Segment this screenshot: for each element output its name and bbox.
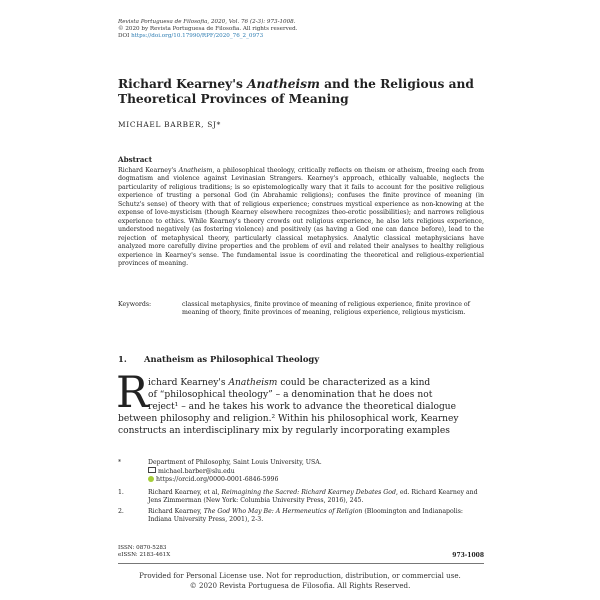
body-line-5: constructs an interdisciplinary mix by regularly incorporating examples <box>118 426 450 436</box>
author-name: MICHAEL BARBER, SJ* <box>118 120 222 129</box>
doi-link[interactable]: https://doi.org/10.17990/RPF/2020_76_2_0973 <box>131 33 264 40</box>
copyright-line: © 2020 by Revista Portuguesa de Filosofia. All rights reserved. <box>118 26 298 33</box>
footnote-1-text: Richard Kearney, et al, Reimagining the Sacred: Richard Kearney Debates God, ed. Richard Kearney and Jens Zimmerman (New York: Columbia University Press, 2016), 245. <box>148 489 478 505</box>
footnote-2-text: Richard Kearney, The God Who May Be: A Hermeneutics of Religion (Bloomington and Indianapolis: Indiana University Press, 2001), 2-3. <box>148 508 463 524</box>
title-line-1: Richard Kearney's Anatheism and the Religious and <box>118 77 474 91</box>
section-heading <box>118 354 319 364</box>
author-orcid-row <box>148 476 484 484</box>
mail-icon <box>148 467 156 473</box>
section-title: Anatheism as Philosophical Theology <box>144 354 320 364</box>
footnote-2 <box>118 508 484 525</box>
orcid-icon <box>148 476 154 482</box>
author-orcid[interactable]: https://orcid.org/0000-0001-6846-5996 <box>156 476 279 484</box>
body-line-1: ichard Kearney's Anatheism could be characterized as a kind <box>148 378 431 388</box>
keywords-text: classical metaphysics, finite province of meaning of religious experience, finite province of meaning of theory, finite provinces of meaning, religious experience, religious mysticism. <box>182 301 470 317</box>
author-email[interactable]: michael.barber@slu.edu <box>158 468 235 476</box>
footnote-author <box>118 459 484 485</box>
footnote-star-mark: * <box>118 459 122 466</box>
issn-block <box>118 545 170 559</box>
keywords-label: Keywords: <box>118 301 152 308</box>
footnote-star-body <box>148 459 484 484</box>
article-title <box>118 77 478 106</box>
journal-citation: Revista Portuguesa de Filosofia, 2020, Vol. 76 (2-3): 973-1008. <box>118 19 296 25</box>
footnote-1 <box>118 489 484 506</box>
abstract-text: Richard Kearney's Anatheism, a philosophical theology, critically reflects on theism or atheism, freeing each from dogmatism and violence against Levinasian Strangers. Kearney's approach, ethically valuable, neglects the particularity of religious traditions; is so epistemologically wary that it fails to account for the positive religious experience of trusting a personal God (in Abrahamic religions); confuses the finite province of meaning (in Schutz's sense) of theory with that of religious experience; construes mystical experience as non-knowing at the expense of love-mysticism (though Kearney elsewhere recognizes theo-erotic possibilities); and narrows religious experience to ethics. While Kearney's theory crowds out religious experience, he also lets religious experience, understood negatively (as fostering violence) and positively (as having a God one can dance before), lead to the rejection of metaphysical theory, particularly classical metaphysics. Analytic classical metaphysicians have analyzed more carefully divine properties and the problem of evil and related their analyses to healthy religious experience in Kearney's sense. The fundamental issue is coordinating the theoretical and religious-experiential provinces of meaning. <box>118 167 484 267</box>
footer-divider <box>118 563 484 564</box>
author-affiliation: Department of Philosophy, Saint Louis University, USA. <box>148 459 322 466</box>
body-line-3: reject¹ – and he takes his work to advance the theoretical dialogue <box>148 402 457 412</box>
body-line-2: of “philosophical theology” – a denomination that he does not <box>148 390 433 400</box>
journal-header <box>118 19 297 41</box>
doi-label: DOI <box>118 33 130 40</box>
author-email-row <box>148 467 484 476</box>
footnote-1-mark: 1. <box>118 489 124 496</box>
body-line-4: between philosophy and religion.² Within his philosophical work, Kearney <box>118 414 459 424</box>
title-line-2: Theoretical Provinces of Meaning <box>118 91 349 106</box>
drop-cap: R <box>116 368 149 418</box>
issn-electronic: eISSN: 2183-461X <box>118 552 171 559</box>
footnote-2-mark: 2. <box>118 508 124 515</box>
doi-line <box>118 33 297 40</box>
license-notice: Provided for Personal License use. Not for reproduction, distribution, or commercial use. <box>139 571 461 580</box>
section-number: 1. <box>118 354 127 364</box>
page-range: 973-1008 <box>452 552 484 559</box>
rights-notice: © 2020 Revista Portuguesa de Filosofia. All Rights Reserved. <box>189 581 411 590</box>
issn-print: ISSN: 0870-5283 <box>118 545 167 551</box>
abstract-heading: Abstract <box>118 155 153 164</box>
